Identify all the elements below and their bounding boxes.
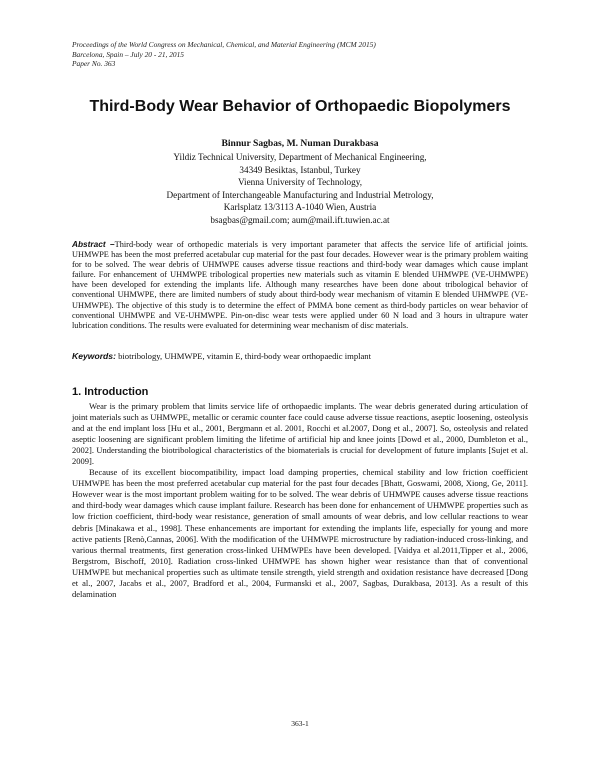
author-emails: bsagbas@gmail.com; aum@mail.ift.tuwien.ac.at <box>210 214 390 225</box>
keywords <box>72 351 528 362</box>
header-line-conference: Proceedings of the World Congress on Mechanical, Chemical, and Material Engineering (MCM 2015) <box>72 40 376 49</box>
abstract-text: Third-body wear of orthopedic materials is very important parameter that affects the service life of artificial joints. UHMWPE has been the most preferred acetabular cup material for the past four decades. However wear is the primary problem waiting for to be solved. The wear debris of UHMWPE causes adverse tissue reactions and third-body wear damages which cause implant failure. For enhancement of UHMWPE tribological properties new materials such as vitamin E blended UHMWPE (VE-UHMWPE) have been developed for extending the implants life. Although many researches have been done about tribological behavior of conventional UHMWPE, there are limited numbers of study about third-body wear mechanism of vitamin E blended UHMWPE (VE-UHMWPE). The objective of this study is to determine the effect of PMMA bone cement as third-body particles on wear behavior of conventional UHMWPE and VE-UHMWPE. Pin-on-disc wear tests were applied under 60 N load and 3 hours in ultrapure water lubrication conditions. The results were evaluated for determining wear mechanism of disc materials. <box>72 240 528 330</box>
page-number: 363-1 <box>291 719 309 728</box>
proceedings-header <box>72 40 376 69</box>
abstract-label: Abstract – <box>72 239 115 249</box>
paragraph: Because of its excellent biocompatibility, impact load damping properties, chemical stability and low friction coefficient UHMWPE has been the most preferred acetabular cup material for the past four decades [Bhatt, Goswami, 2008, Xiong, Ge, 2011]. However wear is the most important problem waiting for to be solved. The wear debris of UHMWPE causes adverse tissue reactions and third-body wear damages which cause implant failure. Research has been done for enhancement of UHMWPE properties such as low friction coefficient, third-body wear resistance, generation of small amounts of wear debris, and low cellular reactions to wear debris [Minakawa et al., 1998]. These enhancements are important for extending the implants life, especially for young and more active patients [Renò,Cannas, 2006]. With the modification of the UHMWPE microstructure by radiation-induced cross-linking, and various thermal treatments, first generation cross-linked UHMWPEs have been developed. [Vaidya et al.2011,Tipper et al., 2006, Bergstrom, Bischoff, 2010]. Radiation cross-linked UHMWPE has shown higher wear resistance than that of conventional UHMWPE but mechanical properties such as ultimate tensile strength, yield strength and oxidation resistance have decreased [Dong et al., 2007, Jacabs et al., 2007, Bradford et al., 2004, Furmanski et al., 2007, Sagbas, Durakbasa, 2013]. As a result of this delamination <box>72 467 528 599</box>
paper-title: Third-Body Wear Behavior of Orthopaedic Biopolymers <box>89 98 511 115</box>
introduction-body <box>72 401 528 600</box>
affiliations <box>0 151 600 227</box>
keywords-text: biotribology, UHMWPE, vitamin E, third-body wear orthopaedic implant <box>115 351 371 361</box>
header-line-paper-number: Paper No. 363 <box>72 59 116 68</box>
abstract <box>72 239 528 331</box>
keywords-label: Keywords: <box>72 351 116 361</box>
affiliation-line: 34349 Besiktas, Istanbul, Turkey <box>239 164 361 175</box>
section-heading-introduction: 1. Introduction <box>72 386 149 398</box>
affiliation-line: Department of Interchangeable Manufacturing and Industrial Metrology, <box>166 189 434 200</box>
authors: Binnur Sagbas, M. Numan Durakbasa <box>221 138 379 149</box>
affiliation-line: Karlsplatz 13/3113 A-1040 Wien, Austria <box>223 202 377 213</box>
header-line-location: Barcelona, Spain – July 20 - 21, 2015 <box>72 49 185 59</box>
affiliation-line: Vienna University of Technology, <box>237 177 363 188</box>
affiliation-line: Yildiz Technical University, Department of Mechanical Engineering, <box>173 152 427 162</box>
paragraph: Wear is the primary problem that limits service life of orthopaedic implants. The wear debris generated during articulation of joint materials such as UHMWPE, metallic or ceramic counter face could cause adverse tissue reactions, aseptic loosening, osteolysis and at the end implant loss [Hu et al., 2001, Bergmann et al. 2001, Rocchi et al.2007, Dong et al., 2007]. So, osteolysis and related aseptic loosening are significant problem limiting the lifetime of artificial hip and knee joints [Dowd et al., 2000, Dumbleton et al., 2002]. Understanding the biotribological characteristics of the biomaterials is crucial for development of future implants [Sujet et al. 2009]. <box>72 401 528 467</box>
